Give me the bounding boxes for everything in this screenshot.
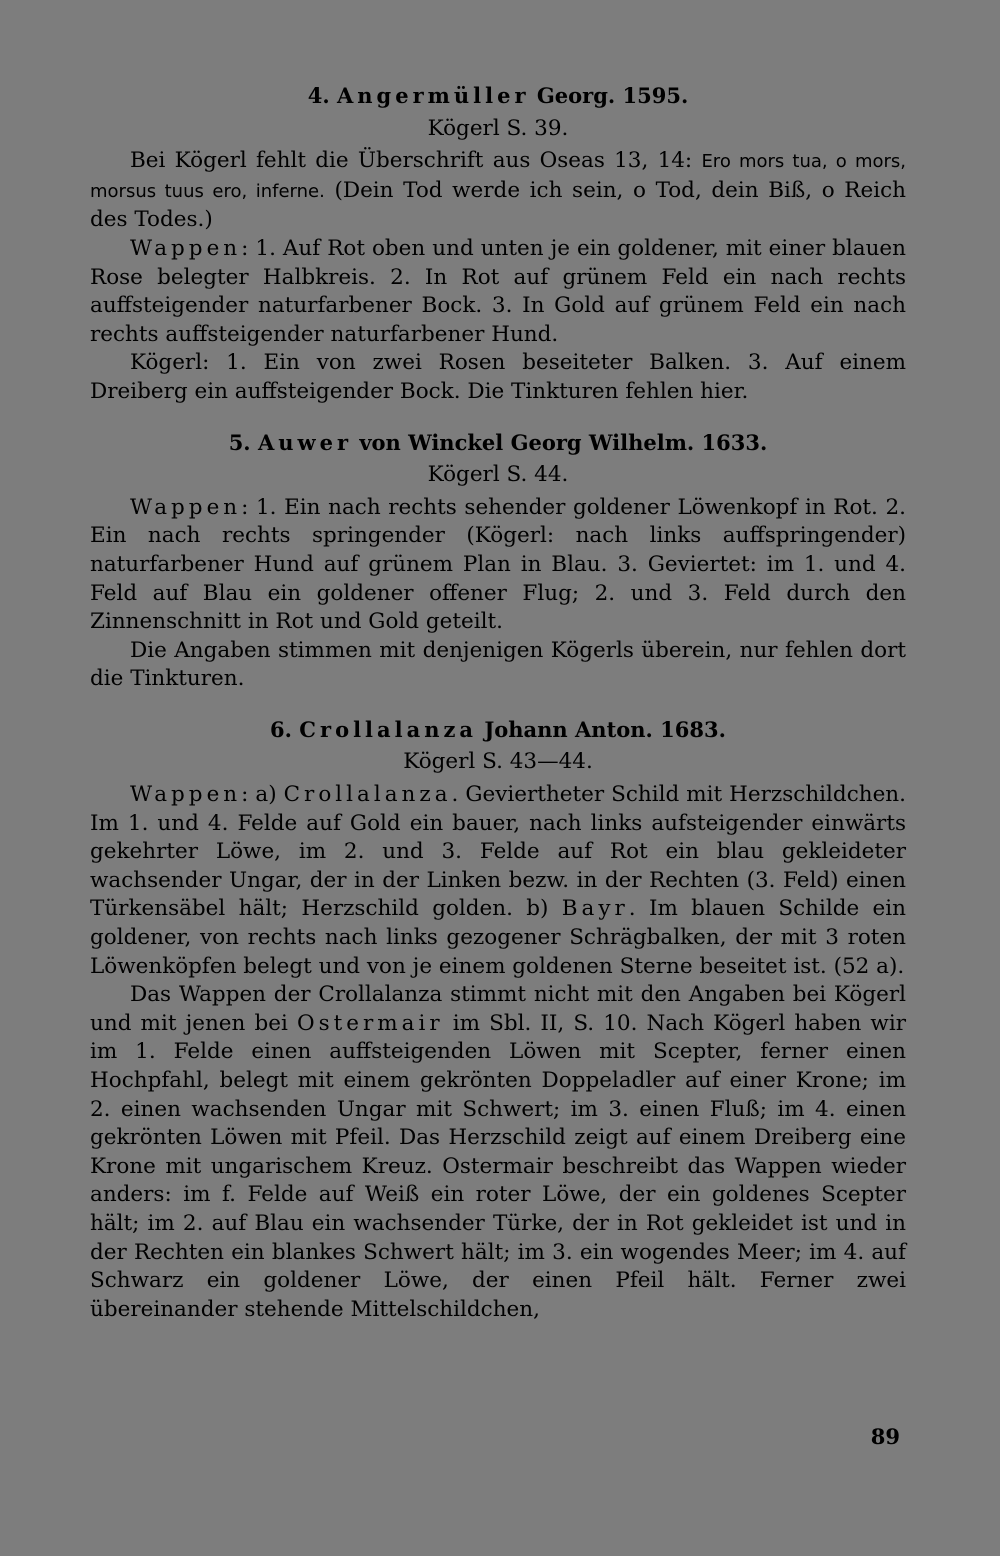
- entry-body: [90, 147, 906, 406]
- text-run: Bei Kögerl fehlt die Überschrift aus Oseas 13, 14:: [130, 148, 702, 174]
- paragraph: [90, 781, 906, 981]
- text-run: im Sbl. II, S. 10. Nach Kögerl haben wir im 1. Felde einen auffsteigenden Löwen mit Scepter, ferner einen Hochpfahl, belegt mit einem gekrönten Doppeladler auf einer Krone; im 2. einen wachsenden Ungar mit Schwert; im 3. einen Fluß; im 4. einen gekrönten Löwen mit Pfeil. Das Herzschild zeigt auf einem Dreiberg eine Krone mit ungarischem Kreuz. Ostermair beschreibt das Wappen wieder anders: im f. Felde auf Weiß ein roter Löwe, der ein goldenes Scepter hält; im 2. auf Blau ein wachsender Türke, der in Rot gekleidet ist und in der Rechten ein blankes Schwert hält; im 3. ein wogendes Meer; im 4. auf Schwarz ein goldener Löwe, der einen Pfeil hält. Ferner zwei übereinander stehende Mittelschildchen,: [90, 1010, 906, 1322]
- entry-reference: Kögerl S. 44.: [427, 462, 569, 488]
- entry-given-name: Georg.: [536, 83, 616, 108]
- emphasized-term: Ostermair: [296, 1010, 444, 1036]
- paragraph: [90, 349, 906, 406]
- emphasized-term: Crollalanza: [283, 782, 452, 808]
- entry-year: 1633.: [701, 429, 768, 455]
- entry-title: [90, 716, 906, 745]
- emphasized-term: Wappen: [130, 494, 242, 520]
- page-content: [90, 82, 906, 1346]
- text-run: (Dein Tod werde ich sein, o Tod, dein Biß, o Reich des Todes.): [90, 177, 906, 233]
- entry-year: 1595.: [622, 83, 689, 108]
- text-run: . Geviertheter Schild mit Herzschildchen. Im 1. und 4. Felde auf Gold ein bauer, nach links aufsteigender einwärts gekehrter Löwe, im 2. und 3. Felde auf Rot ein blau gekleideter wachsender Ungar, der in der Linken bezw. in der Rechten (3. Feld) einen Türkensäbel hält; Herzschild golden. b): [90, 782, 906, 922]
- entry-name: Auwer: [257, 429, 353, 455]
- entry-title: [90, 82, 906, 111]
- entry-name: Angermüller: [336, 83, 530, 108]
- emphasized-term: Bayr: [561, 896, 629, 922]
- text-run: : 1. Ein nach rechts sehender goldener Löwenkopf in Rot. 2. Ein nach rechts springender (Kögerl: nach links auffspringender) naturfarbener Hund auf grünem Plan in Blau. 3. Geviertet: im 1. und 4. Feld auf Blau ein goldener offener Flug; 2. und 3. Feld durch den Zinnenschnitt in Rot und Gold geteilt.: [90, 494, 906, 635]
- paragraph: [90, 637, 906, 694]
- emphasized-term: Wappen: [130, 235, 242, 261]
- entry-given-name: Johann Anton.: [484, 716, 653, 742]
- entry-given-name: von Winckel Georg Wilhelm.: [359, 429, 695, 455]
- entry-reference: Kögerl S. 39.: [427, 115, 569, 141]
- entry-body: [90, 781, 906, 1324]
- latin-quote: Ero mors tua, o mors, morsus tuus ero, inferne.: [90, 151, 906, 202]
- text-run: Kögerl: 1. Ein von zwei Rosen beseiteter Balken. 3. Auf einem Dreiberg ein auffsteigender Bock. Die Tinkturen fehlen hier.: [90, 350, 906, 404]
- entry-number: 5.: [228, 429, 251, 455]
- paragraph: [90, 235, 906, 349]
- paragraph: [90, 147, 906, 235]
- emphasized-term: Wappen: [130, 782, 242, 808]
- entry-year: 1683.: [660, 716, 726, 742]
- entry-name: Crollalanza: [299, 716, 478, 742]
- paragraph: [90, 494, 906, 637]
- entry-reference: Kögerl S. 43—44.: [403, 749, 593, 775]
- page-number: 89: [870, 1424, 900, 1449]
- entry-number: 4.: [307, 83, 330, 108]
- text-run: . Im blauen Schilde ein goldener, von rechts nach links gezogener Schrägbalken, der mit 3 roten Löwenköpfen belegt und von je einem goldenen Sterne beseitet ist. (52 a).: [90, 896, 906, 979]
- text-run: : a): [241, 782, 284, 808]
- entry-crollalanza: [90, 716, 906, 1324]
- text-run: Die Angaben stimmen mit denjenigen Kögerls überein, nur fehlen dort die Tinkturen.: [90, 637, 906, 692]
- paragraph: [90, 981, 906, 1324]
- entry-title: [90, 429, 906, 458]
- entry-angermueller: [90, 82, 906, 407]
- text-run: : 1. Auf Rot oben und unten je ein goldener, mit einer blauen Rose belegter Halbkreis. 2. In Rot auf grünem Feld ein nach rechts auffsteigender naturfarbener Bock. 3. In Gold auf grünem Feld ein nach rechts auffsteigender naturfarbener Hund.: [90, 235, 906, 347]
- entry-auwer: [90, 429, 906, 694]
- entry-number: 6.: [270, 716, 292, 742]
- text-run: Das Wappen der Crollalanza stimmt nicht mit den Angaben bei Kögerl und mit jenen bei: [90, 982, 906, 1036]
- entry-body: [90, 494, 906, 694]
